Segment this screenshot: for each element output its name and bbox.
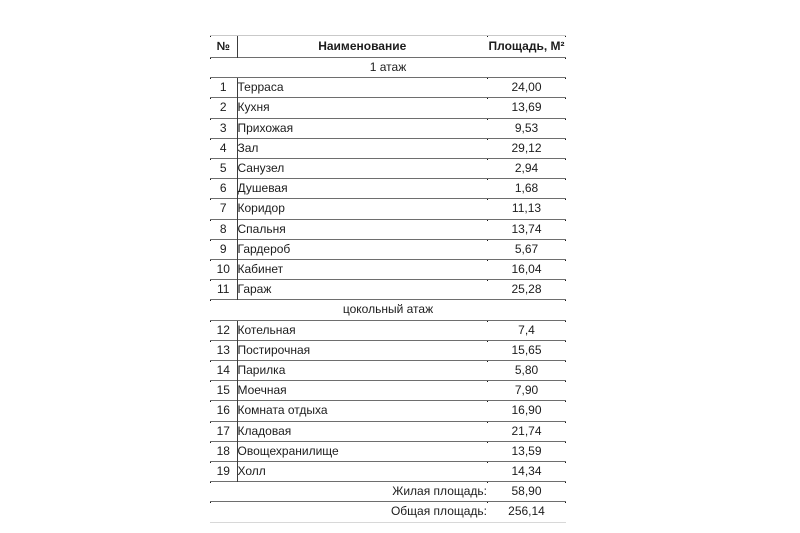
table-row	[210, 179, 566, 199]
total-value: 58,90	[487, 482, 566, 502]
row-number: 7	[210, 199, 237, 219]
table-body	[210, 58, 566, 523]
table-row	[210, 280, 566, 300]
row-number: 6	[210, 179, 237, 199]
room-area: 15,65	[487, 340, 566, 360]
room-name: Коридор	[237, 199, 487, 219]
table-row	[210, 219, 566, 239]
room-name: Зал	[237, 138, 487, 158]
table-row	[210, 260, 566, 280]
room-area: 5,67	[487, 239, 566, 259]
room-name: Кабинет	[237, 260, 487, 280]
table-row	[210, 320, 566, 340]
section-title: цокольный атаж	[210, 300, 566, 320]
total-value: 256,14	[487, 502, 566, 522]
total-label: Общая площадь:	[210, 502, 487, 522]
room-name: Моечная	[237, 381, 487, 401]
table-row	[210, 340, 566, 360]
room-area: 13,74	[487, 219, 566, 239]
row-number: 9	[210, 239, 237, 259]
row-number: 19	[210, 462, 237, 482]
column-header-area: Площадь, М²	[487, 36, 566, 58]
room-name: Гардероб	[237, 239, 487, 259]
table-row	[210, 239, 566, 259]
row-number: 4	[210, 138, 237, 158]
table-row	[210, 159, 566, 179]
room-area-table	[210, 35, 566, 523]
row-number: 18	[210, 441, 237, 461]
room-name: Овощехранилище	[237, 441, 487, 461]
room-area: 11,13	[487, 199, 566, 219]
room-area: 13,69	[487, 98, 566, 118]
room-area: 7,90	[487, 381, 566, 401]
row-number: 14	[210, 361, 237, 381]
room-area: 25,28	[487, 280, 566, 300]
room-area: 24,00	[487, 78, 566, 98]
room-area: 13,59	[487, 441, 566, 461]
table-row	[210, 401, 566, 421]
room-name: Гараж	[237, 280, 487, 300]
room-area: 16,04	[487, 260, 566, 280]
section-title: 1 атаж	[210, 58, 566, 78]
room-area: 16,90	[487, 401, 566, 421]
room-area: 21,74	[487, 421, 566, 441]
row-number: 2	[210, 98, 237, 118]
row-number: 17	[210, 421, 237, 441]
row-number: 13	[210, 340, 237, 360]
table-row	[210, 199, 566, 219]
room-name: Терраса	[237, 78, 487, 98]
table-row	[210, 421, 566, 441]
row-number: 5	[210, 159, 237, 179]
room-name: Спальня	[237, 219, 487, 239]
section-header-row	[210, 300, 566, 320]
room-area: 9,53	[487, 118, 566, 138]
room-area: 29,12	[487, 138, 566, 158]
room-name: Санузел	[237, 159, 487, 179]
row-number: 10	[210, 260, 237, 280]
room-name: Кладовая	[237, 421, 487, 441]
table-row	[210, 462, 566, 482]
table-row	[210, 361, 566, 381]
total-row	[210, 502, 566, 522]
column-header-number: №	[210, 36, 237, 58]
room-name: Постирочная	[237, 340, 487, 360]
column-header-name: Наименование	[237, 36, 487, 58]
room-name: Душевая	[237, 179, 487, 199]
section-header-row	[210, 58, 566, 78]
room-name: Парилка	[237, 361, 487, 381]
room-name: Холл	[237, 462, 487, 482]
table-row	[210, 118, 566, 138]
row-number: 16	[210, 401, 237, 421]
table-header-row	[210, 36, 566, 58]
table-row	[210, 138, 566, 158]
row-number: 8	[210, 219, 237, 239]
room-area: 14,34	[487, 462, 566, 482]
room-name: Котельная	[237, 320, 487, 340]
room-name: Комната отдыха	[237, 401, 487, 421]
table-row	[210, 78, 566, 98]
table-row	[210, 98, 566, 118]
room-area: 1,68	[487, 179, 566, 199]
table-row	[210, 381, 566, 401]
row-number: 1	[210, 78, 237, 98]
room-area: 2,94	[487, 159, 566, 179]
room-area: 7,4	[487, 320, 566, 340]
room-name: Прихожая	[237, 118, 487, 138]
row-number: 12	[210, 320, 237, 340]
row-number: 11	[210, 280, 237, 300]
row-number: 15	[210, 381, 237, 401]
room-name: Кухня	[237, 98, 487, 118]
room-area: 5,80	[487, 361, 566, 381]
table-row	[210, 441, 566, 461]
row-number: 3	[210, 118, 237, 138]
total-label: Жилая площадь:	[210, 482, 487, 502]
total-row	[210, 482, 566, 502]
